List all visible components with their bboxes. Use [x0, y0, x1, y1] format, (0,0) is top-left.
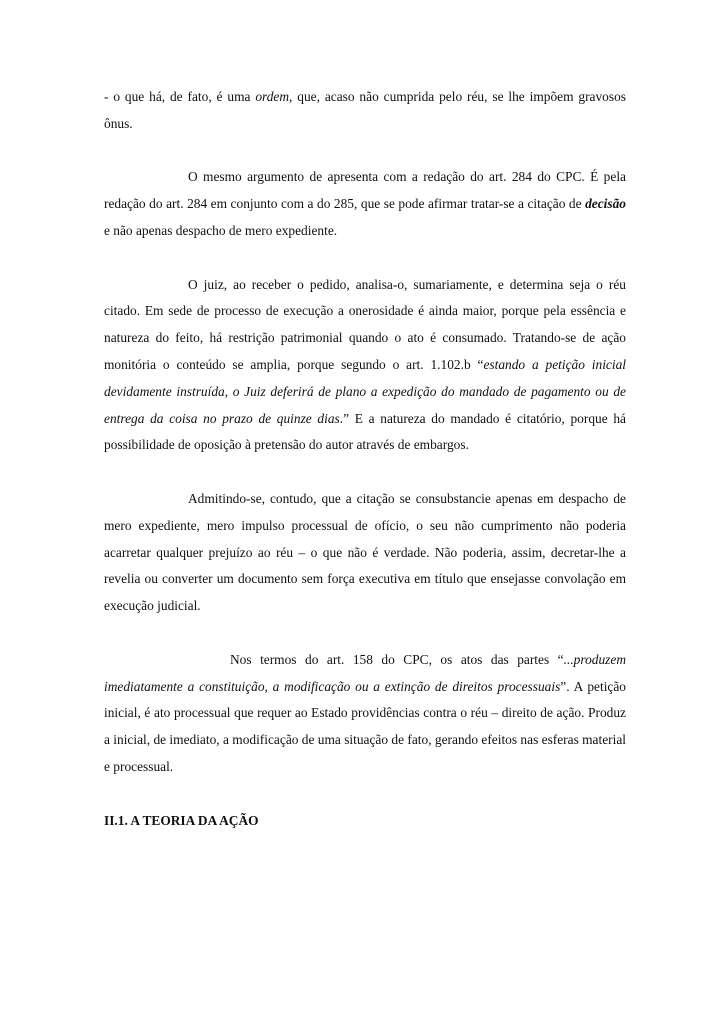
- paragraph-2: [104, 164, 626, 244]
- text-run: O mesmo argumento de apresenta com a redação do art. 284 do CPC. É pela redação do art. 284 em conjunto com a do 285, que se pode afirmar tratar-se a citação de: [104, 169, 626, 212]
- text-run: .” E a natureza do mandado é citatório, porque há possibilidade de oposição à pretensão do autor através de embargos.: [104, 410, 626, 453]
- italic-run: estando a petição inicial devidamente instruída, o Juiz deferirá de plano a expedição do mandado de pagamento ou de entrega da coisa no prazo de quinze dias: [104, 356, 627, 426]
- text-run: , que, acaso não cumprida pelo réu, se lhe impõem gravosos ônus.: [104, 89, 626, 131]
- section-heading: II.1. A TEORIA DA AÇÃO: [104, 812, 259, 828]
- paragraph-4: [104, 486, 626, 620]
- body-text: [104, 84, 626, 834]
- text-run: - o que há, de fato, é uma: [104, 89, 256, 104]
- italic-run: ...produzem imediatamente a constituição, a modificação ou a extinção de direitos processuais: [104, 651, 626, 694]
- text-run: e não apenas despacho de mero expediente.: [104, 222, 338, 238]
- text-run: Nos termos do art. 158 do CPC, os atos das partes “: [230, 651, 564, 667]
- paragraph-1: [104, 84, 626, 138]
- italic-run: ordem: [255, 89, 290, 104]
- text-run: Admitindo-se, contudo, que a citação se consubstancie apenas em despacho de mero expediente, mero impulso processual de ofício, o seu não cumprimento não poderia acarretar qualquer prejuízo ao réu – o que não é verdade. Não poderia, assim, decretar-lhe a revelia ou converter um documento sem força executiva em título que ensejasse convolação em execução judicial.: [104, 490, 626, 614]
- text-run: O juiz, ao receber o pedido, analisa-o, sumariamente, e determina seja o réu citado. Em sede de processo de execução a onerosidade é ainda maior, porque pela essência e natureza do feito, há restrição patrimonial quando o ato é consumado. Tratando-se de ação monitória o conteúdo se amplia, porque segundo o art. 1.102.b “: [104, 276, 626, 372]
- bold-italic-run: decisão: [585, 196, 626, 212]
- text-run: ”. A petição inicial, é ato processual que requer ao Estado providências contra o réu – direito de ação. Produz a inicial, de imediato, a modificação de uma situação de fato, gerando efeitos nas esferas material e processual.: [104, 678, 627, 774]
- paragraph-3: [104, 272, 626, 460]
- paragraph-5: [104, 647, 626, 781]
